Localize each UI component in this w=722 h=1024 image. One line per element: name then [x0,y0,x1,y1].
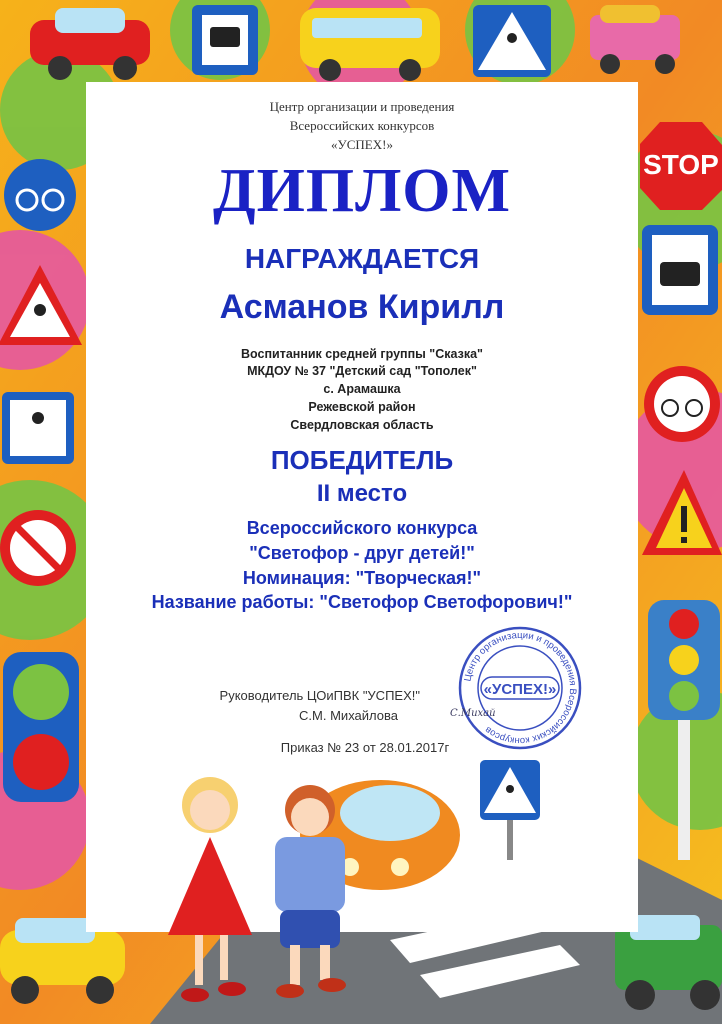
organizer-line-3: «УСПЕХ!» [331,137,393,152]
place-label: II место [316,480,408,507]
tram-sign-icon [642,225,718,315]
no-bicycles-sign-icon [644,366,720,442]
work-title: Название работы: "Светофор Светофорович!" [151,592,573,612]
winner-label: ПОБЕДИТЕЛЬ [270,445,454,475]
stop-sign-icon [640,122,722,210]
detail-line: с. Арамашка [323,382,401,396]
children-crossing-illustration [150,755,620,1024]
order-number: Приказ № 23 от 28.01.2017г [280,740,450,755]
detail-line: Режевской район [308,400,416,414]
svg-text:STOP: STOP [643,149,719,180]
crosswalk-sign-icon [473,5,551,77]
organizer-line-2: Всероссийских конкурсов [289,118,435,133]
no-pedestrians-sign-icon [0,510,76,586]
contest-line-1: Всероссийского конкурса [246,518,478,538]
children-crossing-icon [168,777,346,1002]
handwritten-signature: С.Михай [450,708,496,719]
detail-line: МКДОУ № 37 "Детский сад "Тополек" [247,364,477,378]
bicycle-sign-icon [4,159,76,231]
awarded-label: НАГРАЖДАЕТСЯ [244,243,480,274]
organizer-line-1: Центр организации и проведения [269,99,455,114]
nomination: Номинация: "Творческая!" [242,568,482,588]
stamp-ring-text: Центр организации и проведения Всероссийских конкурсов [462,629,579,747]
diploma-title: ДИПЛОМ [212,157,512,225]
pedestrian-traffic-light-icon [3,652,79,802]
bus-stop-sign-icon [192,5,258,75]
detail-line: Свердловская область [290,418,434,432]
stamp-center-text: «УСПЕХ!» [483,681,557,698]
official-stamp [457,625,583,751]
contest-line-2: "Светофор - друг детей!" [249,543,475,563]
signature-name: С.М. Михайлова [299,708,398,723]
detail-line: Воспитанник средней группы "Сказка" [241,347,483,361]
pedestrian-underpass-sign-icon [2,392,74,464]
signature-role: Руководитель ЦОиПВК "УСПЕХ!" [219,688,420,703]
recipient-name: Асманов Кирилл [219,288,505,326]
crosswalk-sign-icon [480,760,540,860]
